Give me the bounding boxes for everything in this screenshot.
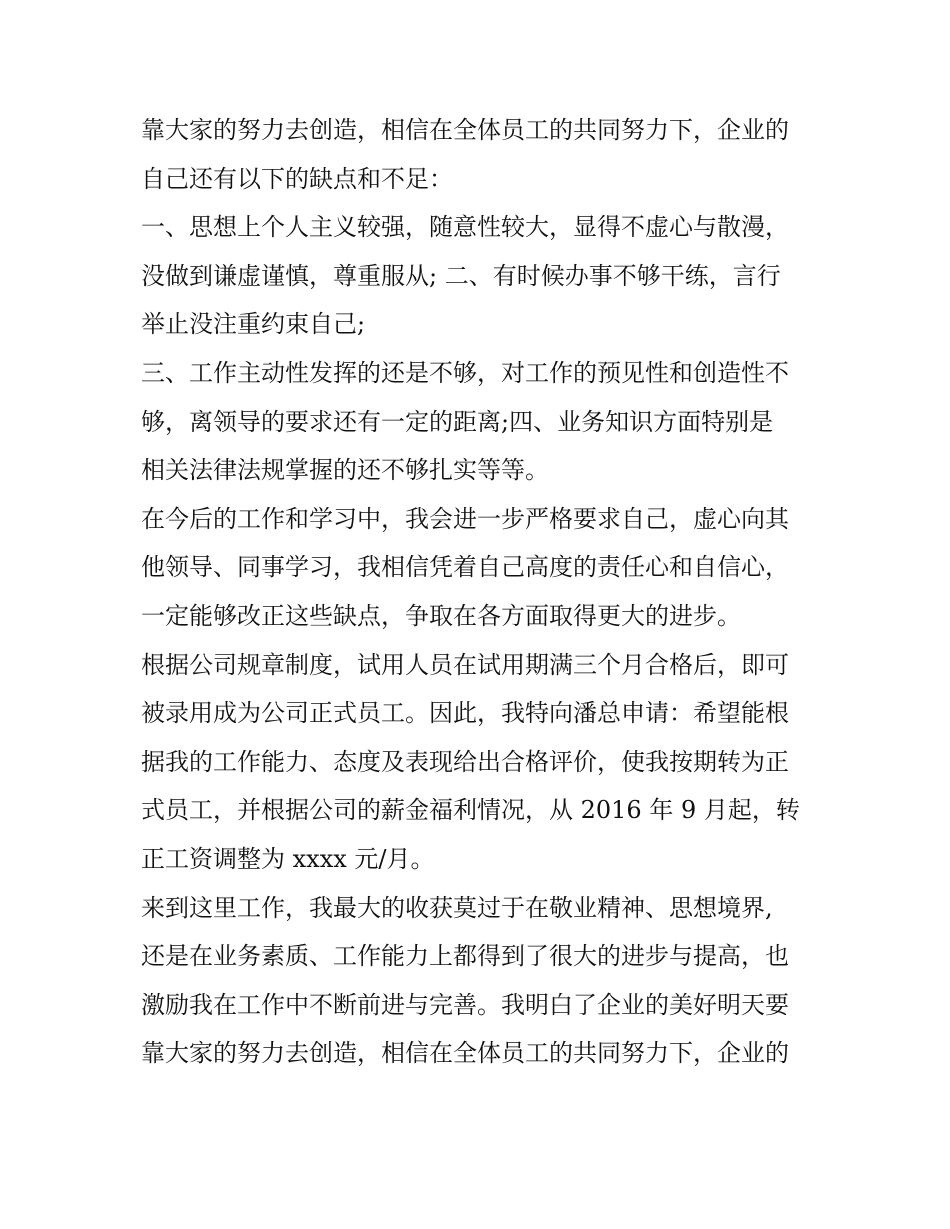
text-line-13: 被录用成为公司正式员工。因此，我特向潘总申请：希望能根	[141, 699, 789, 728]
text-line-19: 激励我在工作中不断前进与完善。我明白了企业的美好明天要	[141, 990, 789, 1019]
text-line-10: 他领导、同事学习，我相信凭着自己高度的责任心和自信心，	[141, 553, 789, 582]
text-line-2: 自己还有以下的缺点和不足：	[141, 164, 453, 193]
text-line-4: 没做到谦虚谨慎，尊重服从; 二、有时候办事不够干练，言行	[141, 261, 781, 290]
text-line-15: 式员工，并根据公司的薪金福利情况，从 2016 年 9 月起，转	[141, 796, 800, 825]
body-text	[141, 106, 821, 1078]
text-line-5: 举止没注重约束自己;	[141, 310, 366, 339]
text-line-9: 在今后的工作和学习中，我会进一步严格要求自己，虚心向其	[141, 504, 789, 533]
text-line-11: 一定能够改正这些缺点，争取在各方面取得更大的进步。	[141, 601, 741, 630]
text-line-3: 一、思想上个人主义较强，随意性较大，显得不虚心与散漫，	[141, 213, 789, 242]
text-line-12: 根据公司规章制度，试用人员在试用期满三个月合格后，即可	[141, 650, 789, 679]
text-line-7: 够，离领导的要求还有一定的距离;四、业务知识方面特别是	[141, 407, 774, 436]
text-line-18: 还是在业务素质、工作能力上都得到了很大的进步与提高，也	[141, 942, 789, 971]
text-line-1: 靠大家的努力去创造，相信在全体员工的共同努力下，企业的	[141, 116, 789, 144]
text-line-6: 三、工作主动性发挥的还是不够，对工作的预见性和创造性不	[141, 358, 789, 387]
text-line-8: 相关法律法规掌握的还不够扎实等等。	[141, 456, 549, 485]
text-line-17: 来到这里工作，我最大的收获莫过于在敬业精神、思想境界,	[141, 893, 773, 922]
text-line-20: 靠大家的努力去创造，相信在全体员工的共同努力下，企业的	[141, 1039, 789, 1068]
text-line-14: 据我的工作能力、态度及表现给出合格评价，使我按期转为正	[141, 747, 789, 776]
text-line-16: 正工资调整为 xxxx 元/月。	[141, 844, 435, 873]
